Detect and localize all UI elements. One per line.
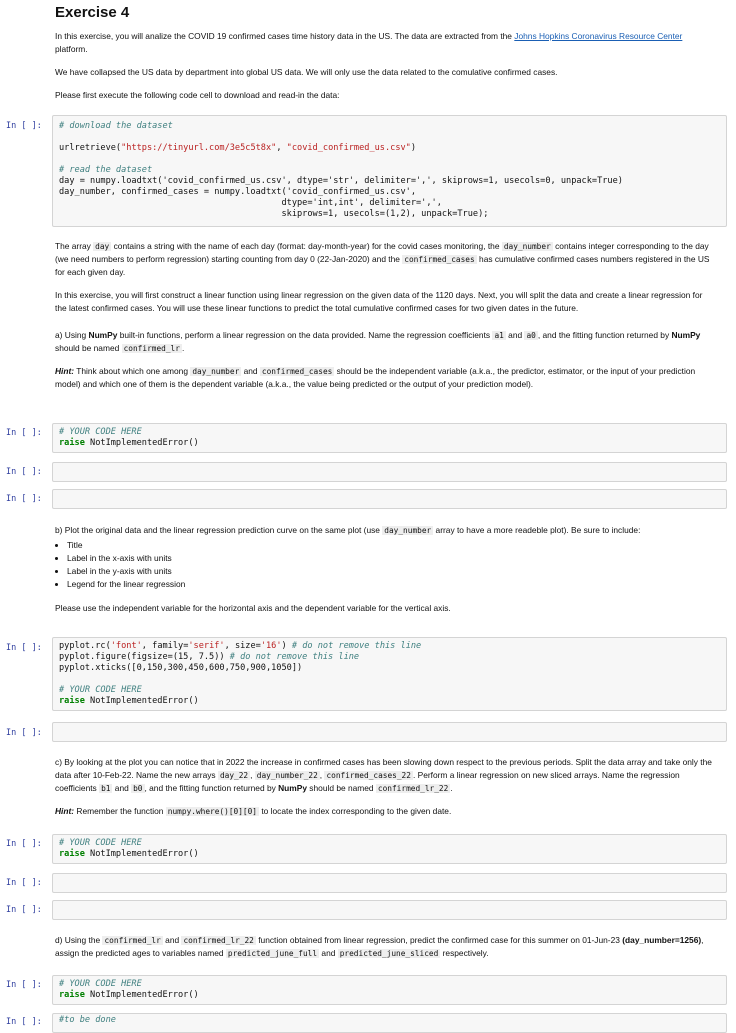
string: 'serif' [188,641,225,651]
text: and [319,948,338,958]
axis-instruction: Please use the independent variable for the horizontal axis and the dependent variable for the vertical axis. [55,603,451,613]
part-b-question [55,524,715,537]
execute-paragraph: Please first execute the following code cell to download and read-in the data: [55,90,340,100]
inline-code: a0 [526,331,536,340]
cell-prompt: In [ ]: [6,905,42,915]
inline-code: day [95,242,110,251]
code-comment: # YOUR CODE HERE [59,427,142,437]
text: c) By looking at the plot you can notice that in 2022 the increase in confirmed cases has been slowing down respect to the previous periods. Split the data array and take only the data after 10-Feb-22. Name the new arrays [55,757,712,780]
raise-keyword: raise [59,696,85,706]
hint-label: Hint: [55,806,75,816]
code-text: pyplot.rc( [59,641,111,651]
hint-label: Hint: [55,366,75,376]
inline-code: a1 [494,331,504,340]
bold-text: NumPy [88,330,118,340]
bold-text: NumPy [278,783,307,793]
code-cell-part-a[interactable] [52,423,727,453]
code-comment: # YOUR CODE HERE [59,838,142,848]
exercise-title: Exercise 4 [55,4,130,21]
empty-code-cell[interactable] [52,462,727,482]
text: contains integer corresponding to the day (we need numbers to perform regression) starting counting from day 0 (22-Jan-2020) and the [55,241,709,264]
cell-prompt: In [ ]: [6,494,42,504]
part-a-hint [55,365,715,391]
inline-code: day_number [384,526,432,535]
code-cell-part-d[interactable] [52,975,727,1005]
string: 'font' [110,641,142,651]
part-c-hint [55,805,715,818]
code-text: , size= [224,641,261,651]
inline-code: predicted_june_sliced [339,949,439,958]
text: respectively. [440,948,489,958]
description-markdown [55,240,715,391]
inline-code: confirmed_lr [104,936,161,945]
list-item: • Legend for the linear regression [67,578,715,591]
text: , and the fitting function returned by [144,783,279,793]
text: a) Using [55,330,89,340]
code-text: ) [410,143,417,153]
code-line: day = numpy.loadtxt('covid_confirmed_us.csv', dtype='str', delimiter=',', skiprows=1, usecols=0, unpack=True) [59,176,623,186]
arrays-paragraph [55,240,715,279]
intro-tail: platform. [55,44,88,54]
intro-markdown [55,30,715,102]
text: b) Plot the original data and the linear regression prediction curve on the same plot (use [55,525,383,535]
empty-code-cell[interactable] [52,489,727,509]
text: function obtained from linear regression, predict the confirmed case for this summer on 01-Jun-23 [255,935,623,945]
code-text: pyplot.figure(figsize=(15, 7.5)) [59,652,230,662]
list-item: • Title [67,539,715,552]
empty-code-cell[interactable] [52,900,727,920]
code-comment: # do not remove this line [229,652,360,662]
inline-code: day_22 [219,771,249,780]
code-cell-download[interactable] [52,115,727,227]
raise-keyword: raise [59,990,85,1000]
inline-code: confirmed_cases [261,367,333,376]
inline-code: confirmed_lr_22 [377,784,449,793]
code-text: , [276,143,287,153]
inline-code: confirmed_lr_22 [183,936,254,945]
text: , [319,770,325,780]
cell-prompt: In [ ]: [6,980,42,990]
text: , [250,770,255,780]
plan-paragraph: In this exercise, you will first construct a linear function using linear regression on the given data of the 1120 days. Next, you will split the data and create a linear regression for the latest confirmed cases. You will use these linear functions to predict the total cumulative confirmed cases for two given dates in the future. [55,290,703,313]
inline-code: numpy.where()[0][0] [167,807,257,816]
collapse-paragraph: We have collapsed the US data by department into global US data. We will only use the data related to the comulative confirmed cases. [55,67,558,77]
code-text: ) [281,641,292,651]
code-text: NotImplementedError() [84,849,199,859]
inline-code: predicted_june_full [227,949,318,958]
inline-code: b0 [133,784,143,793]
code-comment: # YOUR CODE HERE [59,979,142,989]
cell-prompt: In [ ]: [6,728,42,738]
code-line: pyplot.xticks([0,150,300,450,600,750,900,1050]) [59,663,303,673]
code-line: skiprows=1, usecols=(1,2), unpack=True); [59,209,489,219]
inline-code: confirmed_cases_22 [326,771,411,780]
cell-prompt: In [ ]: [6,428,42,438]
code-comment: # do not remove this line [291,641,422,651]
list-item: • Label in the x-axis with units [67,552,715,565]
intro-paragraph [55,30,715,56]
part-d-markdown [55,934,715,960]
filename-string: "covid_confirmed_us.csv" [286,143,411,153]
inline-code: confirmed_lr [123,344,180,353]
list-item: • Label in the y-axis with units [67,565,715,578]
jhu-link[interactable]: Johns Hopkins Coronavirus Resource Center [514,31,683,41]
text: The array [55,241,94,251]
code-line: day_number, confirmed_cases = numpy.loadtxt('covid_confirmed_us.csv', [59,187,416,197]
text: should be named [306,783,376,793]
cell-prompt: In [ ]: [6,839,42,849]
code-text: NotImplementedError() [84,696,199,706]
text: Think about which one among [74,366,191,376]
text: has cumulative confirmed cases numbers registered in the US for each given day. [55,254,710,277]
cell-prompt: In [ ]: [6,1017,42,1027]
inline-code: b1 [101,784,111,793]
code-comment: # read the dataset [59,165,153,175]
inline-code: day_number [503,242,551,251]
code-comment: # download the dataset [59,121,173,131]
text: . [181,343,185,353]
code-cell-part-c[interactable] [52,834,727,864]
part-a-question [55,329,715,355]
bold-text: (day_number=1256) [622,935,702,945]
code-cell-todo[interactable] [52,1013,727,1033]
intro-text: In this exercise, you will analize the COVID 19 confirmed cases time history data in the US. The data are extracted from the [55,31,515,41]
code-cell-plot[interactable] [52,637,727,711]
text: built-in functions, perform a linear regression on the data provided. Name the regression coefficients [117,330,493,340]
code-comment: #to be done [59,1015,116,1025]
text: , and the fitting function returned by [537,330,672,340]
text: , assign the predicted ages to variables named [55,935,704,958]
cell-prompt: In [ ]: [6,643,42,653]
text: Remember the function [74,806,166,816]
code-text: NotImplementedError() [84,990,199,1000]
text: to locate the index corresponding to the given date. [259,806,452,816]
text: and [162,935,182,945]
text: contains a string with the name of each day (format: day-month-year) for the covid cases monitoring, the [111,241,502,251]
requirements-list [55,539,715,591]
cell-prompt: In [ ]: [6,878,42,888]
part-c-markdown [55,756,715,818]
empty-code-cell[interactable] [52,873,727,893]
text: array to have a more readeble plot). Be sure to include: [433,525,641,535]
text: . [450,783,453,793]
code-text: urlretrieve( [59,143,122,153]
part-d-question [55,934,715,960]
inline-code: day_number [192,367,240,376]
code-text: , family= [141,641,189,651]
cell-prompt: In [ ]: [6,121,42,131]
code-comment: # YOUR CODE HERE [59,685,142,695]
inline-code: day_number_22 [256,771,318,780]
inline-code: confirmed_cases [404,255,475,264]
bold-text: NumPy [671,330,701,340]
code-line: dtype='int,int', delimiter=',', [59,198,442,208]
raise-keyword: raise [59,849,85,859]
text: and [505,330,525,340]
raise-keyword: raise [59,438,85,448]
text: . Perform a linear regression on new sliced arrays. Name the regression coefficients [55,770,680,793]
cell-prompt: In [ ]: [6,467,42,477]
code-text: NotImplementedError() [84,438,199,448]
text: should be named [55,343,122,353]
empty-code-cell[interactable] [52,722,727,742]
string: '16' [260,641,282,651]
part-c-question [55,756,715,795]
text: should be the independent variable (a.k.a., the predictor, estimator, or the input of your prediction model) and which one of them is the dependent variable (a.k.a., the value being predicted or the output of your prediction model). [55,366,696,389]
text: d) Using the [55,935,103,945]
part-b-markdown [55,524,715,615]
text: and [241,366,260,376]
url-string: "https://tinyurl.com/3e5c5t8x" [121,143,277,153]
text: and [112,783,132,793]
